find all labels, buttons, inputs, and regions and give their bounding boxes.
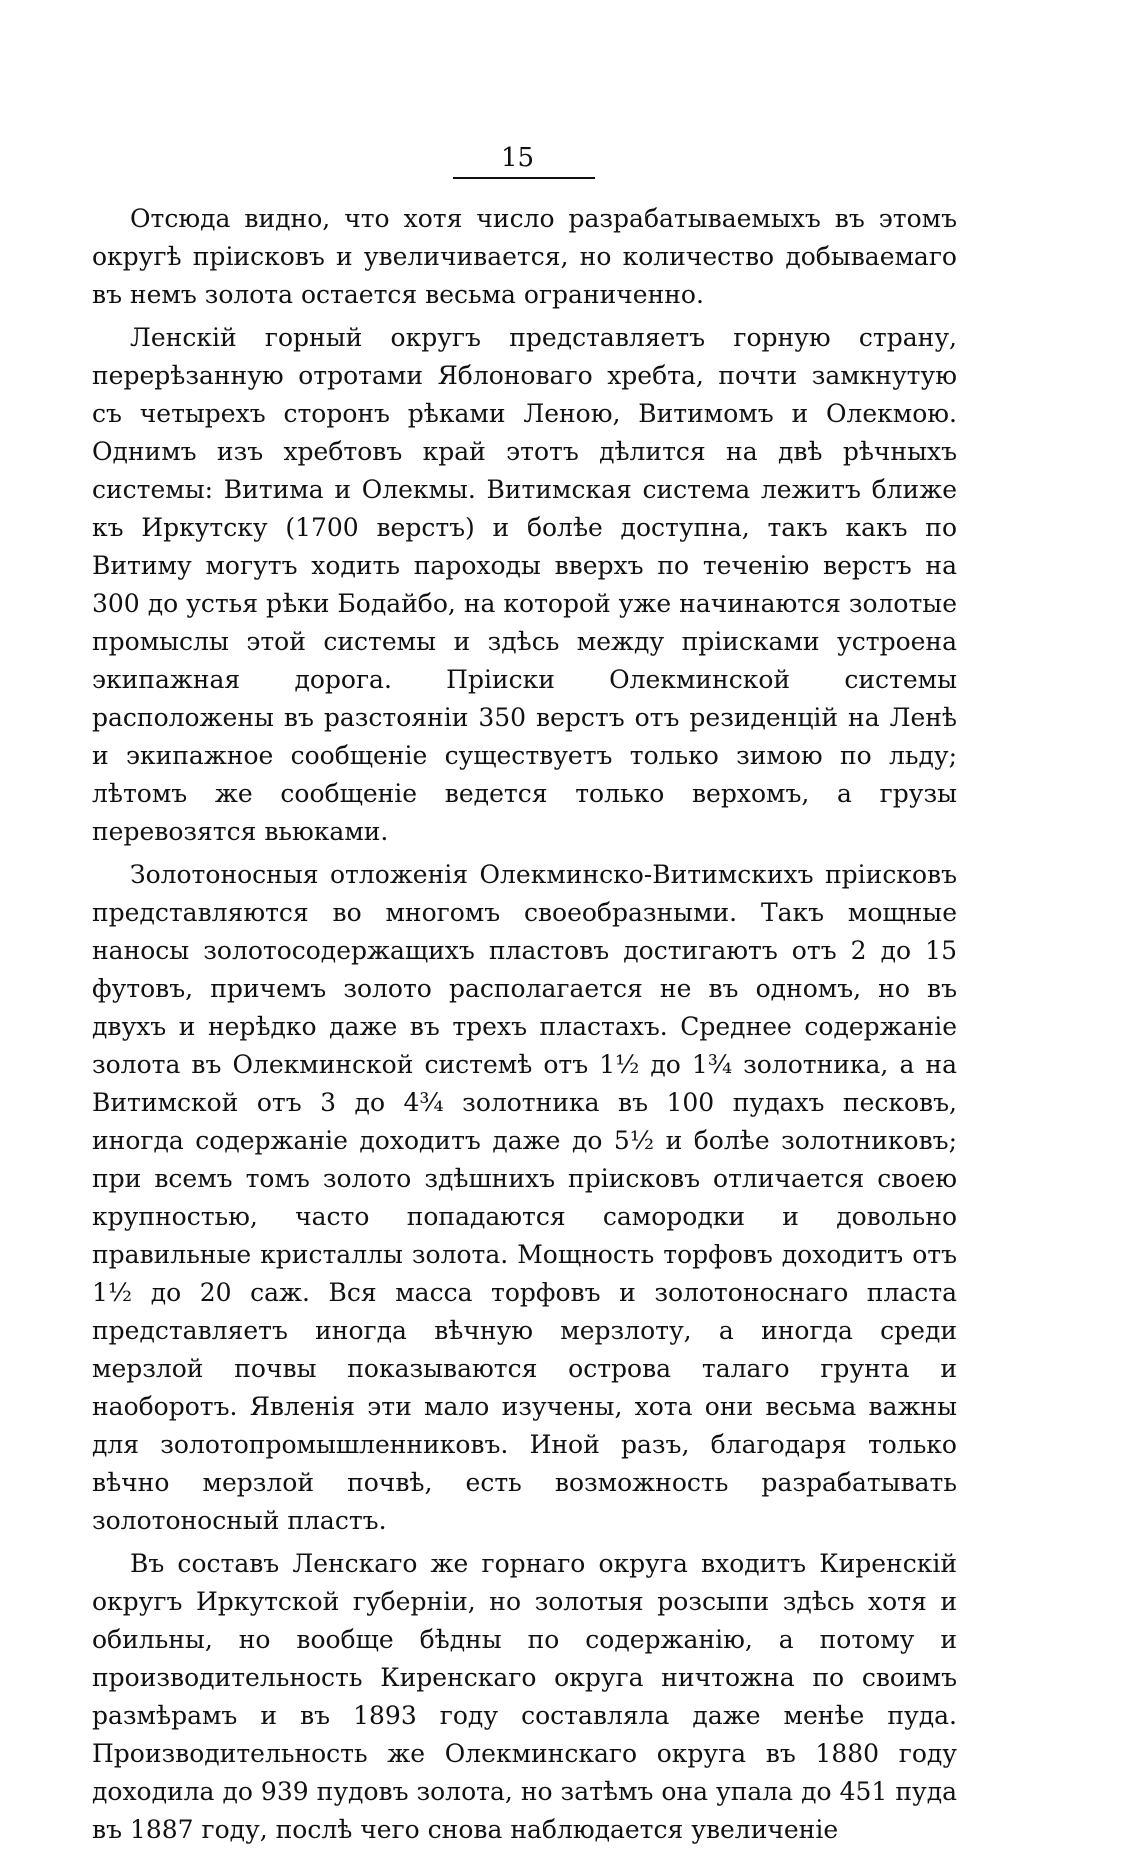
paragraph-2: Ленскiй горный округъ представляетъ горную страну, перерѣзанную отротами Яблоноваго хребта, почти замкнутую съ четырехъ сторонъ рѣками Леною, Витимомъ и Олекмою. Однимъ изъ хребтовъ край этотъ дѣлится на двѣ рѣчныхъ системы: Витима и Олекмы. Витимская система лежитъ ближе къ Иркутску (1700 верстъ) и болѣе доступна, такъ какъ по Витиму могутъ ходить пароходы вверхъ по теченiю верстъ на 300 до устья рѣки Бодайбо, на которой уже начинаются золотые промыслы этой системы и здѣсь между прiисками устроена экипажная дорога. Прiиски Олекминской системы расположены въ разстоянiи 350 верстъ отъ резиденцiй на Ленѣ и экипажное сообщенiе существуетъ только зимою по льду; лѣтомъ же сообщенiе ведется только верхомъ, а грузы перевозятся вьюками. xyxy=(92,323,957,846)
paragraph-1: Отсюда видно, что хотя число разрабатываемыхъ въ этомъ округѣ прiисковъ и увеличивается, но количество добываемаго въ немъ золота остается весьма ограниченно. xyxy=(92,204,957,309)
paragraph-4: Въ составъ Ленскаго же горнаго округа входитъ Киренскiй округъ Иркутской губернiи, но золотыя розсыпи здѣсь хотя и обильны, но вообще бѣдны по содержанiю, а потому и производительность Киренскаго округа ничтожна по своимъ размѣрамъ и въ 1893 году составляла даже менѣе пуда. Производительность же Олекминскаго округа въ 1880 году доходила до 939 пудовъ золота, но затѣмъ она упала до 451 пуда въ 1887 году, послѣ чего снова наблюдается увеличенiе xyxy=(92,1549,957,1844)
body-text xyxy=(92,200,957,1849)
page-number: 15 xyxy=(500,143,535,173)
page-number-rule xyxy=(453,177,595,179)
paragraph-3: Золотоносныя отложенiя Олекминско-Витимскихъ прiисковъ представляются во многомъ своеобразными. Такъ мощные наносы золотосодержащихъ пластовъ достигаютъ отъ 2 до 15 футовъ, причемъ золото располагается не въ одномъ, но въ двухъ и нерѣдко даже въ трехъ пластахъ. Среднее содержанiе золота въ Олекминской системѣ отъ 1½ до 1¾ золотника, а на Витимской отъ 3 до 4¾ золотника въ 100 пудахъ песковъ, иногда содержанiе доходитъ даже до 5½ и болѣе золотниковъ; при всемъ томъ золото здѣшнихъ прiисковъ отличается своею крупностью, часто попадаются самородки и довольно правильные кристаллы золота. Мощность торфовъ доходитъ отъ 1½ до 20 саж. Вся масса торфовъ и золотоноснаго пласта представляетъ иногда вѣчную мерзлоту, а иногда среди мерзлой почвы показываются острова талаго грунта и наоборотъ. Явленiя эти мало изучены, хота они весьма важны для золотопромышленниковъ. Иной разъ, благодаря только вѣчно мерзлой почвѣ, есть возможность разрабатывать золотоносный пластъ. xyxy=(92,860,957,1535)
